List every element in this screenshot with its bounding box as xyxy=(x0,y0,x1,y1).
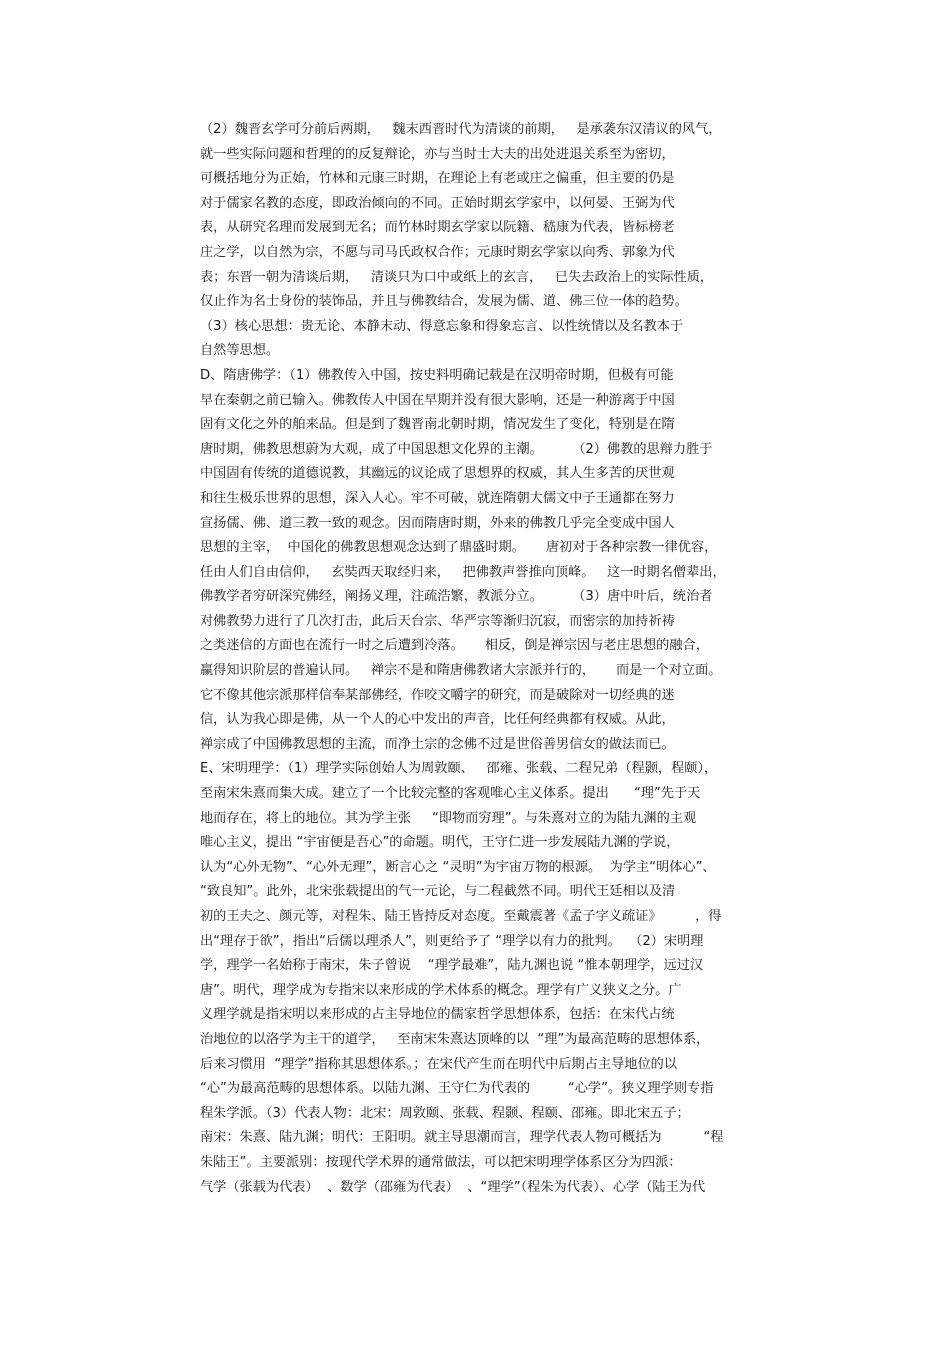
text-line: 早在秦朝之前已输入。佛教传人中国在早期并没有很大影响，还是一种游离于中国 xyxy=(200,392,675,408)
text-line: （3）核心思想：贵无论、本静末动、得意忘象和得象忘言、以性统情以及名教本于 xyxy=(200,318,684,334)
text-line: 出“理存于欲”，指出“后儒以理杀人”，则更给予了 “理学以有力的批判。 （2）宋明理 xyxy=(200,933,704,949)
text-line: 治地位的以洛学为主干的道学， 至南宋朱熹达顶峰的以 “理”为最高范畴的思想体系， xyxy=(200,1031,710,1047)
text-line: 认为“心外无物”、“心外无理”，断言心之 “灵明”为宇宙万物的根源。 为学主“明体心”、 xyxy=(200,859,716,875)
text-line: 唐时期，佛教思想蔚为大观，成了中国思想文化界的主潮。 （2）佛教的思辩力胜于 xyxy=(200,441,713,457)
text-line: 初的王夫之、颜元等，对程朱、陆王皆持反对态度。至戴震著《孟子字义疏证》 ，得 xyxy=(200,909,722,924)
text-line: 庄之学，以自然为宗，不愿与司马氏政权合作；元康时期玄学家以向秀、郭象为代 xyxy=(200,244,675,260)
text-line: 就一些实际问题和哲理的的反复辩论，亦与当时士大夫的出处进退关系至为密切， xyxy=(200,146,675,162)
text-line: 至南宋朱熹而集大成。建立了一个比较完整的客观唯心主义体系。提出 “理”先于天 xyxy=(200,786,701,802)
text-line: 对于儒家名教的态度，即政治倾向的不同。正始时期玄学家中，以何晏、王弼为代 xyxy=(200,195,675,211)
text-line: 唯心主义，提出 “宇宙便是吾心”的命题。明代，王守仁进一步发展陆九渊的学说， xyxy=(200,835,680,851)
text-line: 气学（张载为代表） 、数学（邵雍为代表） 、“理学”（程朱为代表）、心学（陆王为代 xyxy=(200,1179,706,1195)
text-line: 任由人们自由信仰， 玄奘西天取经归来， 把佛教声誉推向顶峰。 这一时期名僧辈出， xyxy=(200,564,726,580)
text-line: 固有文化之外的舶来品。但是到了魏晋南北朝时期，情况发生了变化，特别是在隋 xyxy=(200,417,675,433)
text-line: 南宋：朱熹、陆九渊；明代：王阳明。就主导思潮而言，理学代表人物可概括为 “程 xyxy=(200,1130,724,1146)
text-line: 学，理学一名始称于南宋，朱子曾说 “理学最难”，陆九渊也说 “惟本朝理学，远过汉 xyxy=(200,958,704,974)
text-line: 思想的主宰， 中国化的佛教思想观念达到了鼎盛时期。 唐初对于各种宗教一律优容， xyxy=(200,540,718,556)
text-line: 和往生极乐世界的思想，深入人心。牢不可破，就连隋朝大儒文中子王通都在努力 xyxy=(200,490,675,506)
text-line: 可概括地分为正始，竹林和元康三时期，在理论上有老或庄之偏重，但主要的仍是 xyxy=(200,171,675,187)
text-line: 唐”。明代，理学成为专指宋以来形成的学术体系的概念。理学有广义狭义之分。广 xyxy=(200,982,682,998)
text-line: 地而存在，将上的地位。其为学主张 “即物而穷理”。与朱熹对立的为陆九渊的主观 xyxy=(200,810,697,826)
text-line: 自然等思想。 xyxy=(200,343,280,359)
text-line: “心”为最高范畴的思想体系。以陆九渊、王守仁为代表的 “心学”。狭义理学则专指 xyxy=(200,1081,714,1097)
text-line: 程朱学派。（3）代表人物：北宋：周敦颐、张载、程颢、程颐、邵雍。即北宋五子； xyxy=(200,1105,690,1121)
text-line: 仅止作为名士身份的装饰品，并且与佛教结合，发展为儒、道、佛三位一体的趋势。 xyxy=(200,294,688,310)
text-line: 后来习惯用 “理学”指称其思想体系。；在宋代产生而在明代中后期占主导地位的以 xyxy=(200,1056,678,1072)
text-line: （2）魏晋玄学可分前后两期， 魏末西晋时代为清谈的前期， 是承袭东汉清议的风气， xyxy=(200,122,722,137)
document-body xyxy=(200,118,820,1200)
text-line: 对佛教势力进行了几次打击，此后天台宗、华严宗等渐归沉寂，而密宗的加持祈祷 xyxy=(200,613,675,629)
text-line: 义理学就是指宋明以来形成的占主导地位的儒家哲学思想体系，包括：在宋代占统 xyxy=(200,1007,675,1023)
text-line: 它不像其他宗派那样信奉某部佛经，作咬文嚼字的研究，而是破除对一切经典的迷 xyxy=(200,687,675,703)
text-line: 之类迷信的方面也在流行一时之后遭到冷落。 相反，倒是禅宗因与老庄思想的融合， xyxy=(200,638,709,654)
text-line: E、宋明理学：（1）理学实际创始人为周敦颐、 邵雍、张载、二程兄弟（程颢，程颐）， xyxy=(200,761,718,777)
text-line: 佛教学者穷研深究佛经，阐扬义理，注疏浩繁，教派分立。 （3）唐中叶后，统治者 xyxy=(200,589,713,605)
text-line: 赢得知识阶层的普遍认同。 禅宗不是和隋唐佛教诸大宗派并行的， 而是一个对立面。 xyxy=(200,663,722,679)
text-line: 禅宗成了中国佛教思想的主流，而净土宗的念佛不过是世俗善男信女的做法而已。 xyxy=(200,736,675,752)
text-line: 朱陆王”。主要派别：按现代学术界的通常做法，可以把宋明理学体系区分为四派： xyxy=(200,1154,682,1170)
text-line: 表，从研究名理而发展到无名；而竹林时期玄学家以阮籍、嵇康为代表，皆标榜老 xyxy=(200,220,675,236)
text-line: 宣扬儒、佛、道三教一致的观念。因而隋唐时期，外来的佛教几乎完全变成中国人 xyxy=(200,515,675,531)
text-line: “致良知”。此外，北宋张载提出的气一元论，与二程截然不同。明代王廷相以及清 xyxy=(200,884,676,900)
text-line: 中国固有传统的道德说教，其幽远的议论成了思想界的权威，其人生多苦的厌世观 xyxy=(200,466,675,482)
text-line: 信，认为我心即是佛，从一个人的心中发出的声音，比任何经典都有权威。从此， xyxy=(200,712,675,728)
text-line: 表；东晋一朝为清谈后期， 清谈只为口中或纸上的玄言， 已失去政治上的实际性质， xyxy=(200,269,714,285)
text-line: D、隋唐佛学：（1）佛教传入中国，按史料明确记载是在汉明帝时期，但极有可能 xyxy=(200,367,674,383)
